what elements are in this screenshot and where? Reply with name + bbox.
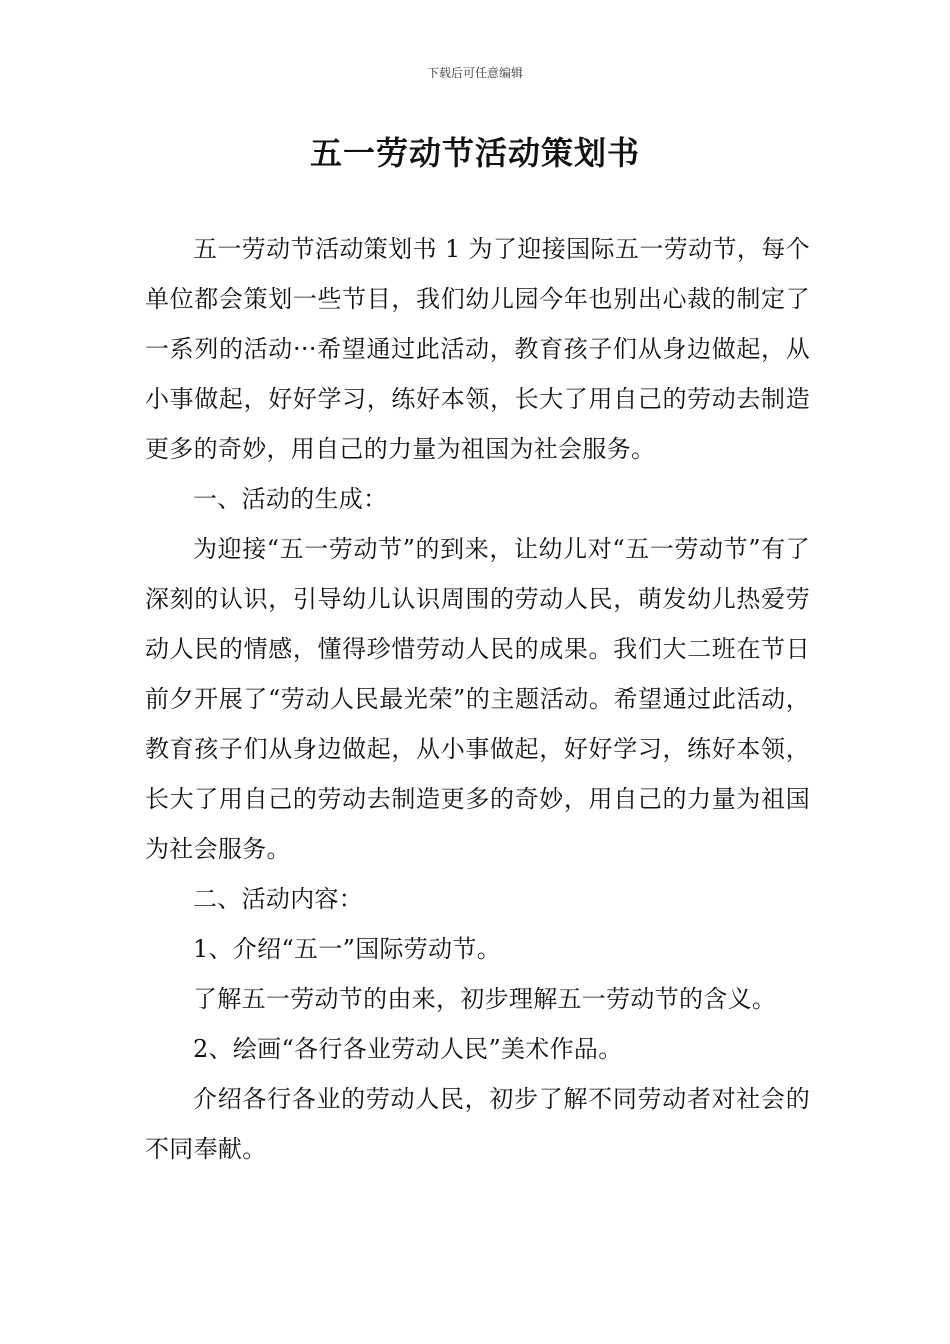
section-heading-content: 二、活动内容： xyxy=(193,885,364,913)
content-item-2: 2、绘画“各行各业劳动人民”美术作品。 xyxy=(193,1035,623,1063)
content-item-1-detail: 了解五一劳动节的由来，初步理解五一劳动节的含义。 xyxy=(193,985,777,1013)
document-title: 五一劳动节活动策划书 xyxy=(309,134,640,172)
section-heading-generation: 一、活动的生成： xyxy=(193,485,388,513)
intro-paragraph: 五一劳动节活动策划书 1 为了迎接国际五一劳动节，每个单位都会策划一些节目，我们幼儿园今年也别出心裁的制定了一系列的活动···希望通过此活动，教育孩子们从身边做起，从小事做起，好好学习，练好本领，长大了用自己的劳动去制造更多的奇妙，用自己的力量为祖国为社会服务。 xyxy=(145,235,810,463)
generation-paragraph: 为迎接“五一劳动节”的到来，让幼儿对“五一劳动节”有了深刻的认识，引导幼儿认识周围的劳动人民，萌发幼儿热爱劳动人民的情感，懂得珍惜劳动人民的成果。我们大二班在节日前夕开展了“劳动人民最光荣”的主题活动。希望通过此活动，教育孩子们从身边做起，从小事做起，好好学习，练好本领，长大了用自己的劳动去制造更多的奇妙，用自己的力量为祖国为社会服务。 xyxy=(145,535,810,863)
header-note: 下载后可任意编辑 xyxy=(426,66,523,80)
content-item-1: 1、介绍“五一”国际劳动节。 xyxy=(193,935,502,963)
content-item-2-detail: 介绍各行各业的劳动人民，初步了解不同劳动者对社会的不同奉献。 xyxy=(145,1085,810,1163)
document-body xyxy=(145,224,810,1174)
